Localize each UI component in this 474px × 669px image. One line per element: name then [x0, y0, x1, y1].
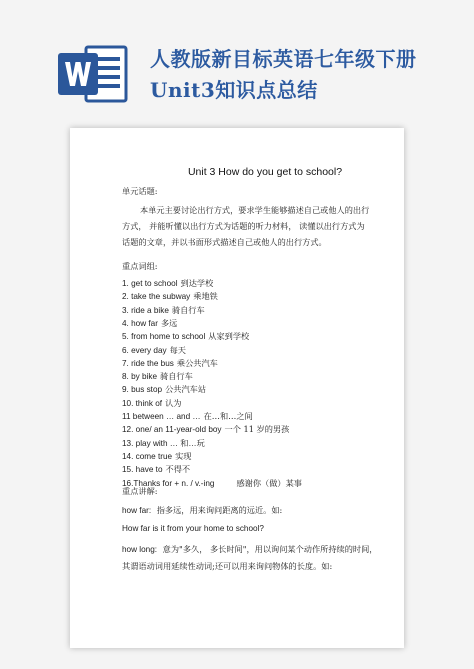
word-doc-icon: [58, 43, 130, 105]
phrase-item: [122, 305, 205, 316]
phrase-chinese: 在…和…之间: [203, 411, 253, 421]
header: [0, 0, 474, 125]
topic-paragraph: 本单元主要讨论出行方式，要求学生能够描述自己或他人的出行方式， 并能听懂以出行方式为话题的听力材料， 读懂以出行方式为话题的文章，并以书面形式描述自己或他人的出行方式。: [122, 205, 370, 247]
phrase-item: [122, 318, 177, 329]
phrase-item: [122, 451, 191, 462]
phrase-chinese: 一个 11 岁的男孩: [224, 424, 290, 435]
phrase-chinese: 乘地铁: [193, 291, 218, 302]
phrase-english: 16.Thanks for + n. / v.-ing: [122, 478, 215, 488]
phrase-item: [122, 398, 181, 409]
how-far-line: [122, 505, 282, 516]
unit-title: Unit 3 How do you get to school?: [187, 166, 343, 178]
phrase-chinese: 到达学校: [180, 278, 214, 288]
phrase-english: 7. ride the bus: [122, 358, 174, 368]
phrase-item: [122, 424, 289, 435]
document-title: [150, 44, 470, 106]
how-far-label: how far:: [122, 506, 152, 515]
phrase-item: [122, 411, 253, 422]
phrase-chinese: 骑自行车: [160, 371, 193, 382]
phrase-item: [122, 345, 186, 356]
how-long-text-cont: 其谓语动词用延续性动词;还可以用来询问物体的长度。如:: [122, 561, 333, 571]
phrase-chinese: 公共汽车站: [165, 384, 207, 395]
document-page: [70, 128, 404, 648]
phrase-english: 12. one/ an 11-year-old boy: [122, 425, 222, 435]
how-far-text: 指多远，用来询问距离的远近。如:: [156, 505, 283, 515]
phrase-chinese: 骑自行车: [171, 304, 205, 315]
phrase-english: 3. ride a bike: [122, 305, 169, 315]
phrase-english: 11 between … and …: [122, 412, 201, 421]
phrase-item: [122, 331, 249, 342]
phrase-english: 9. bus stop: [122, 385, 163, 395]
phrase-english: 14. come true: [122, 451, 173, 461]
phrase-chinese: 实现: [175, 450, 192, 461]
phrase-chinese: 认为: [165, 397, 182, 408]
phrase-chinese: 乘公共汽车: [176, 357, 218, 368]
phrase-chinese: 多远: [160, 317, 178, 328]
topic-heading: 单元话题:: [122, 186, 158, 196]
title-line-2: Unit3知识点总结: [150, 78, 318, 102]
how-long-text: 意为"多久， 多长时间"，用以询问某个动作所持续的时间，: [162, 544, 378, 554]
phrase-item: [122, 464, 190, 475]
phrase-english: 13. play with … 和…玩: [122, 438, 205, 448]
how-long-line: [122, 544, 378, 555]
explain-heading: 重点讲解:: [122, 486, 158, 496]
phrase-item: [122, 291, 218, 302]
how-long-label: how long:: [122, 545, 158, 554]
phrase-english: 1. get to school: [122, 279, 178, 288]
phrase-item: [122, 371, 193, 382]
title-line-1: 人教版新目标英语七年级下册: [150, 47, 417, 71]
phrase-chinese: 从家到学校: [208, 331, 250, 342]
phrase-item: [122, 438, 208, 449]
phrase-english: 10. think of: [122, 398, 163, 408]
phrase-english: 4. how far: [122, 318, 158, 328]
phrase-english: 2. take the subway: [122, 292, 191, 302]
phrase-chinese: 感谢你（做）某事: [236, 477, 302, 488]
phrase-english: 6. every day: [122, 345, 167, 355]
phrase-item: [122, 358, 218, 369]
phrase-english: 8. by bike: [122, 372, 158, 382]
phrase-item: [122, 278, 213, 289]
phrases-heading: 重点词组:: [122, 261, 158, 271]
phrase-chinese: 每天: [169, 344, 186, 355]
phrase-item: [122, 384, 206, 395]
how-far-example: How far is it from your home to school?: [122, 524, 264, 533]
phrase-english: 15. have to: [122, 465, 163, 475]
phrase-chinese: 不得不: [165, 464, 191, 475]
phrase-english: 5. from home to school: [122, 332, 206, 342]
